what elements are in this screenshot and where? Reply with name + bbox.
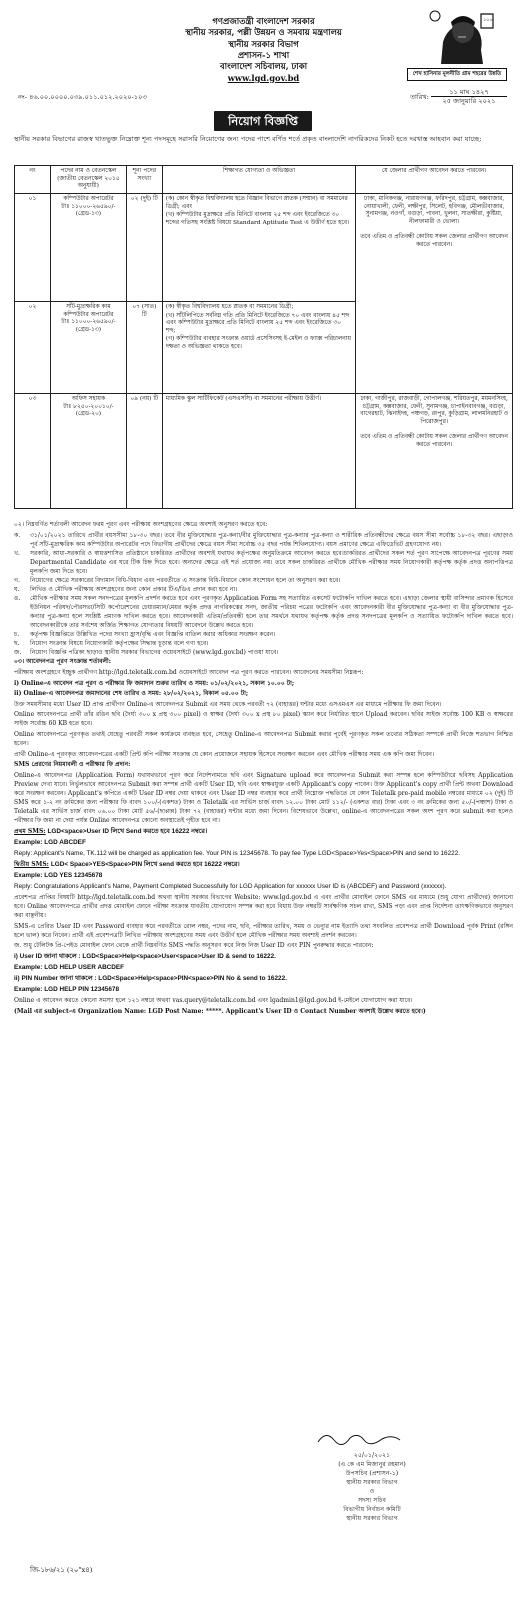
sms2-example: Example: LGD YES 12345678 [14,871,103,879]
recovery-intro: জ. শুধু টেলিটক প্রি-পেইড মোবাইল ফোন থেকে প্রার্থী নিম্নবর্ণিত SMS পদ্ধতি অনুসরণ করে নিজ নিজ User ID এবং PIN পুনরুদ্ধার করতে পারবেন: [14,942,374,950]
signatory-name: (এ কে এম মিজানুর রহমান) [338,1460,406,1468]
date-value [431,88,507,106]
application-kh: Online আবেদনপত্রে প্রার্থী তাঁর রঙিন ছবি (দৈর্ঘ্য ৩০০ x প্রস্থ ৩০০ pixel) ও স্বাক্ষর (দৈর্ঘ্য ৩০০ x প্রস্থ ৮০ pixel) স্ক্যান করে নির্ধারিত স্থানে Upload করবেন। ছবির সাইজ সর্বোচ্চ 100 KB ও স্বাক্ষরের সাইজ সর্বোচ্চ 60 KB হতে হবে। [14,711,513,728]
cell-districts [356,194,513,394]
vacancy-table [14,165,513,509]
cell-post [50,194,126,302]
cell-serial: ০৩ [15,394,51,509]
recovery-pin-example: Example: LGD HELP PIN 12345678 [14,986,120,994]
qualification-item: মাধ্যমিক স্কুল সার্টিফিকেট (এসএসসি) বা সমমানের পরীক্ষায় উত্তীর্ণ। [165,396,321,403]
post-scale: টাঃ ১১০০০-২৬৫৯০/- [61,319,116,326]
intro-paragraph: স্থানীয় সরকার বিভাগের রাজস্ব খাতভুক্ত নিম্নোক্ত শূন্য পদসমূহে সরাসরি নিয়োগের জন্য পদের পাশে বর্ণিত শর্তে প্রকৃত বাংলাদেশি নাগরিকদের নিকট হতে দরখাস্ত আহবান করা যাচ্ছে: [14,135,482,143]
post-name: সাঁট-মুদ্রাক্ষরিক কাম কম্পিউটার অপারেটর [63,304,114,318]
post-scale: টাঃ ১১০০০-২৬৫৯০/- [61,203,116,210]
recovery-pin: ii) PIN Number জানা থাকলে : LGD<Space>Help<space>PIN<space>PIN No & send to 16222. [14,975,287,983]
condition-item [14,576,513,585]
sms1-label: প্রথম SMS: [14,827,46,835]
signatory-line: বিভাগীয় নির্বাচন কমিটি [343,1505,401,1513]
col-header-count: শূন্য পদের সংখ্যা [126,166,162,194]
item-text: কর্তৃপক্ষ বিজ্ঞপ্তিতে উল্লিখিত পদের সংখ্যা হ্রাস/বৃদ্ধি এবং বিজ্ঞপ্তি বাতিল করার অধিকার সংরক্ষণ করেন। [30,631,276,639]
cell-qualification [162,394,356,509]
post-grade: (গ্রেড-১৩) [75,326,102,333]
item-text: নিয়োগ বিজ্ঞপ্তি পত্রিকা ছাড়াও স্থানীয় সরকার বিভাগের ওয়েবসাইটে (www.lgd.gov.bd) পাওয়া যাবে। [30,649,279,657]
date-label: তারিখ: [410,93,429,101]
conditions-body [14,520,513,1018]
col-header-districts: যে জেলার প্রার্থীগণ আবেদন করতে পারবেন। [356,166,513,194]
recovery-user-id-example: Example: LGD HELP USER ABCDEF [14,964,125,972]
recovery-user-id: i) User ID জানা থাকলে : LGD<Space>Help<space>User<space>User ID & send to 16222. [14,953,276,961]
item-key: জ. [14,649,22,657]
condition-item [14,585,513,594]
sms1-text: LGD<space>User ID লিখে Send করতে হবে 16222 নম্বরে। [47,827,208,835]
cell-districts [356,394,513,509]
application-g: Online আবেদনপত্রে পূরণকৃত তথ্যই যেহেতু পরবর্তী সকল কার্যক্রমে ব্যবহৃত হবে, সেহেতু Online-এ আবেদনপত্র Submit করার পূর্বেই পূরণকৃত সকল তথ্যের সঠিকতা সম্পর্কে প্রার্থী নিজে শতভাগ নিশ্চিত হবেন। [14,730,513,747]
header-line: স্থানীয় সরকার, পল্লী উন্নয়ন ও সমবায় মন্ত্রণালয় [185,27,342,38]
sms-paragraph: Online-এ আবেদনপত্র (Application Form) যথাযথভাবে পূরণ করে নির্দেশনামতে ছবি এবং Signature upload করে আবেদনপত্র Submit করা সম্পন্ন হলে কম্পিউটারে ছবিসহ Application Preview দেখা যাবে। নির্ভুলভাবে আবেদনপত্র Submit করা সম্পন্ন প্রার্থী একটি User ID, ছবি এবং স্বাক্ষরযুক্ত একটি Applicant's copy পাবেন। উক্ত Applicant's copy প্রার্থী প্রিন্ট অথবা Download করে সংরক্ষণ করবেন। Applicant's কপিতে একটি User ID নম্বর দেয়া থাকবে এবং User ID নম্বর ব্যবহার করে প্রার্থী নিম্নোক্ত পদ্ধতিতে যে কোন Teletalk pre-paid mobile নম্বরের মাধ্যমে ০২ (দুই) টি SMS করে ১-২ নং ক্রমিকের জন্য পরীক্ষার ফি বাবদ ১০০/-(একশত) টাকা ও Teletalk এর সার্ভিস চার্জ বাবদ ১২.০০ টাকা মোট ১১২/- (একশত বার) টাকা এবং ৩ নং ক্রমিকের জন্য ৫০/-(পঞ্চাশ) টাকা ও Teletalk এর সার্ভিস চার্জ বাবদ ০৬.০০ টাকা মোট ৫৬/-(ছাপ্পান্ন) টাকা ৭২ (বাহাত্তর) ঘন্টার মধ্যে জমা দিবেন। বিশেষভাবে উল্লেখ্য, online-এ আবেদনপত্রের সকল অংশ পূরণ করে submit করা হলেও পরীক্ষার ফি জমা না দেয়া পর্যন্ত Online আবেদনপত্র কোনো অবস্থাতেই গৃহীত হবে না। [14,771,513,824]
signature-date: ২৫/০১/২০২১ [353,1451,391,1459]
cell-serial: ০১ [15,194,51,302]
cell-post [50,302,126,394]
item-key: ঘ. [14,585,20,593]
signatory-line: স্থানীয় সরকার বিভাগ [346,1514,398,1522]
condition-item [14,594,513,630]
qualification-item: (ক) স্বীকৃত বিশ্ববিদ্যালয় হতে স্নাতক বা সমমানের ডিগ্রী; [165,304,294,311]
district-list: ঢাকা, মানিকগঞ্জ, নারায়ণগঞ্জ, ফরিদপুর, চট্টগ্রাম, কক্সবাজার, নোয়াখালী, ফেনী, লক্ষীপুর, সিলেট, হবিগঞ্জ, মৌলভীবাজার, সুনামগঞ্জ, নওগাঁ, বগুড়া, পাবনা, খুলনা, সাতক্ষীরা, কুষ্টিয়া, নীলফামারী ও ভোলা। [363,196,505,225]
header [14,0,513,110]
sms1-example: Example: LGD ABCDEF [14,838,86,846]
header-line: প্রশাসন-১ শাখা [237,50,290,61]
post-name: কম্পিউটার অপারেটর [63,196,114,203]
col-header-serial: নং [15,166,51,194]
item-text: নিয়োগের ক্ষেত্রে সরকারের বিদ্যমান বিধি-বিধান এবং পরবর্তীতে এ সংক্রান্ত বিধি-বিধানে কোন সংশোধন হলে তা অনুসরণ করা হবে। [30,576,341,584]
memo-row [14,90,513,104]
notice-title: নিয়োগ বিজ্ঞপ্তি [214,111,312,131]
item-text: মৌখিক পরীক্ষার সময় সকল সনদপত্রের মূলকপি প্রদর্শন করতে হবে এবং পূরণকৃত Application Form সহ সত্যায়িত একসেট ফটোকপি দাখিল করতে হবে। এছাড়া জেলার স্থায়ী বাসিন্দার প্রমাণক হিসেবে ইউনিয়ন পরিষদ/পৌরসভা/সিটি কর্পোরেশনের চেয়ারম্যান/মেয়র কর্তৃক প্রদত্ত নাগরিকত্বের সনদ, জাতীয় পরিচয় পত্রের ফটোকপি এবং আবেদনকারী বীর মুক্তিযোদ্ধার পুত্র-কন্যা বা বীর মুক্তিযোদ্ধার পুত্র-কন্যার পুত্র-কন্যা হলে সংশ্লিষ্ট প্রমাণক দাখিল করতে হবে। আবেদনকারী এতিম/প্রতিবন্ধী হলে তার সমর্থনে যথাযথ কর্তৃপক্ষ কর্তৃক প্রদত্ত সনদপত্রের মূলকপি ও সত্যায়িত ফটোকপি দাখিল করতে হবে। আবেদনকারীকে তার সর্বশেষ অর্জিত শিক্ষাগত যোগ্যতার বিষয়টি আবেদনে উল্লেখ করতে হবে। [30,595,513,630]
qualification-item: (খ) সাঁটলিপিতে সর্বনিম্ন গতি প্রতি মিনিটে ইংরেজিতে ৭০ এবং বাংলায় ৪৫ শব্দ এবং কম্পিউটার মুদ্রাক্ষরে প্রতি মিনিটে বাংলায় ২৫ শব্দ এবং ইংরেজিতে ৩০ শব্দ; [165,312,350,334]
table-row [15,394,513,509]
signatory-line: সদস্য সচিব [358,1496,386,1504]
header-line: বাংলাদেশ সচিবালয়, ঢাকা [220,61,307,72]
item-text: নিয়োগ সংক্রান্ত বিষয়ে নিয়োগকারী কর্তৃপক্ষের সিদ্ধান্ত চূড়ান্ত বলে গণ্য হবে। [30,640,209,648]
signature-image [312,1428,432,1448]
header-line: গণপ্রজাতন্ত্রী বাংলাদেশ সরকার [212,16,315,26]
condition-item [14,648,513,657]
memo-number: নং- ৪৬.০০.০০০০.০৩৯.০১১.০১২.২০২০-১০৩ [18,93,147,101]
condition-item [14,531,513,549]
cell-count: ০৭ (সাত) টি [126,302,162,394]
header-line: স্থানীয় সরকার বিভাগ [228,38,299,49]
date-bangla: ১১ মাঘ ১৪২৭ [431,88,507,97]
website-link[interactable]: www.lgd.gov.bd [227,72,300,83]
signature-block [277,1428,467,1524]
svg-text:১০০: ১০০ [483,17,493,23]
admit-card-info: প্রবেশপত্র প্রাপ্তির বিষয়টি http://lgd.teletalk.com.bd অথবা স্থানীয় সরকার বিভাগের Website: www.lgd.gov.bd এ এবং প্রার্থীর মোবাইল ফোনে SMS এর মাধ্যমে (শুধু যোগ্য প্রার্থীদের) জানানো হবে। Online আবেদনপত্রে প্রার্থীর প্রদত্ত মোবাইল ফোনে পরীক্ষা সংক্রান্ত যাবতীয় যোগাযোগ সম্পন্ন করা হবে বিধায় উক্ত নম্বরটি সার্বক্ষণিক সচল রাখা, SMS পড়া এবং প্রাপ্ত নির্দেশনা তাৎক্ষণিকভাবে অনুসরণ করা বাঞ্ছনীয়। [14,894,513,920]
contact-info: Online এ আবেদন করতে কোনো সমস্যা হলে ১২১ নম্বরে অথবা vas.query@teletalk.com.bd এবং lgadmin1@lgd.gov.bd ই-মেইলে যোগাযোগ করা যাবে। [14,997,413,1005]
post-grade: (গ্রেড-২০) [75,411,102,418]
table-header-row [15,166,513,194]
application-lead: ০৩। আবেদনপত্র পূরণ সংক্রান্ত শর্তাবলী: [14,658,111,666]
admit-card-download: SMS-এ প্রেরিত User ID এবং Password ব্যবহার করে পরবর্তীতে রোল নম্বর, পদের নাম, ছবি, পরীক্ষার তারিখ, সময় ও ভেন্যুর নাম ইত্যাদি তথ্য সংবলিত প্রবেশপত্র প্রার্থী Download পূর্বক Print (রঙ্গিন হলে ভাল) করে নিবেন। প্রার্থী এই প্রবেশপত্রটি লিখিত পরীক্ষায় অংশগ্রহণের সময় এবং উত্তীর্ণ হলে মৌখিক পরীক্ষার সময় অবশ্যই প্রদর্শন করবেন। [14,922,513,939]
application-start: i) Online-এ আবেদন পত্র পূরণ ও পরীক্ষার ফি জমাদান শুরুর তারিখ ও সময়: ০১/০২/২০২১, সকাল ১০.০০ টা; [14,679,295,687]
item-text: সরকারি, আধা-সরকারি ও স্বায়ত্তশাসিত প্রতিষ্ঠানে চাকরিরত প্রার্থীদের অবশ্যই যথাযথ কর্তৃপক্ষের অনুমতিক্রমে আবেদন করতে হবে।চাকরিরত প্রার্থীদের সকল শর্ত পূরণ সাপেক্ষে আবেদনপত্র পূরণের সময় Departmental Candidate এর ঘরে টিক চিহ্ন দিতে হবে। অন্যদের ক্ষেত্রে এই শর্ত প্রযোজ্য নয়। তবে সকল চাকরিরত প্রার্থীকে মৌখিক পরীক্ষার সময় নিয়োগকারী কর্তৃপক্ষ কর্তৃক প্রদত্ত অনাপত্তিপত্র মূলকপি জমা দিতে হবে। [30,549,513,575]
application-k: পরীক্ষায় অংশগ্রহণে ইচ্ছুক প্রার্থীগণ http://lgd.teletalk.com.bd ওয়েবসাইটে আবেদন পত্র পূরণ করতে পারবেন। আবেদনের সময়সীমা নিম্নরূপ: [14,669,364,676]
item-key: চ. [14,631,20,639]
mujib-borsho-logo [412,6,507,80]
application-end: ii) Online-এ আবেদনপত্র জমাদানের শেষ তারিখ ও সময়: ২৮/০২/২০২১, বিকাল ০৫.০০ টা; [14,690,249,698]
qualification-item: (ক) কোন স্বীকৃত বিশ্ববিদ্যালয় হতে বিজ্ঞান বিভাগে স্নাতক (সম্মান) বা সমমানের ডিগ্রী; এবং [165,196,348,210]
item-key: খ. [14,549,20,557]
col-header-post: পদের নাম ও বেতনস্কেল (জাতীয় বেতনস্কেল ২০১৫ অনুযায়ী) [50,166,126,194]
portrait-image [427,6,497,64]
district-list: ঢাকা, গাজীপুর, রাজবাড়ী, গোপালগঞ্জ, শরিয়তপুর, ময়মনসিংহ, চট্টগ্রাম, কক্সবাজার, ফেনী, সুনামগঞ্জ, চাপাইনবাবগঞ্জ, বগুড়া, বাগেরহাট, ঝিনাইদহ, পঞ্চগড়, রংপুর, কুড়িগ্রাম, লালমনিরহাট ও পিরোজপুর। [360,396,509,425]
quota-note: তবে এতিম ও প্রতিবন্ধী কোটায় সকল জেলার প্রার্থীগণ আবেদন করতে পারবেন। [360,234,508,248]
col-header-qualification: শিক্ষাগত যোগ্যতা ও অভিজ্ঞতা [162,166,356,194]
sms2-line [14,860,513,870]
cell-serial: ০২ [15,302,51,394]
cell-count: ০২ (দুই) টি [126,194,162,302]
condition-item [14,630,513,639]
cell-post [50,394,126,509]
application-gh: প্রার্থী Online-এ পূরণকৃত আবেদনপত্রের একটি প্রিন্ট কপি পরীক্ষা সংক্রান্ত যে কোন প্রয়োজনে সহায়ক হিসেবে সংরক্ষণ করবেন এবং মৌখিক পরীক্ষার সময় এক কপি জমা দিবেন। [14,750,435,758]
table-row [15,194,513,302]
sms2-reply: Reply: Congratulations Applicant's Name, Payment Completed Successfully for LGD Application for xxxxxx User ID is (ABCDEF) and Password (xxxxxx). [14,883,447,891]
sms2-text: LGD< Space>YES<Space>PIN লিখে send করতে হবে 16222 নম্বরে। [50,860,240,868]
sms1-reply: Reply: Applicant's Name, TK.112 will be charged as application fee. Your PIN is 12345678. To pay fee Type LGD<Space>Yes<Space>PIN and send to 16222. [14,849,461,857]
post-name: অফিস সহায়ক [71,396,105,403]
cell-count: ০৯ (নয়) টি [126,394,162,509]
item-key: ছ. [14,640,20,648]
signatory-line: উপসচিব (প্রশাসন-১) [345,1469,399,1477]
condition-item [14,639,513,648]
conditions-lead: ০২। নিম্নবর্ণিত শর্তাবলী আবেদন ফরম পূরণ এবং পরীক্ষায় অংশগ্রহণের ক্ষেত্রে অবশ্যই অনুসরণ করতে হবে: [14,521,268,528]
logo-caption: শেখ হাসিনার মূলনীতি গ্রাম শহরের উন্নতি [407,68,507,81]
cell-qualification [162,302,356,394]
quota-note: তবে এতিম ও প্রতিবন্ধী কোটায় সকল জেলার প্রার্থীগণ আবেদন করতে পারবেন। [360,434,508,448]
sms2-label: দ্বিতীয় SMS: [14,860,49,868]
post-scale: টাঃ ৮২৫০-২০০১০/- [63,403,114,410]
date-english: ২৫ জানুয়ারি ২০২১ [442,97,496,106]
item-key: ঙ. [14,595,21,602]
application-note: উক্ত সময়সীমার মধ্যে User ID প্রাপ্ত প্রার্থীগণ Online-এ আবেদনপত্র Submit এর সময় থেকে পরবর্তী ৭২ (বাহাত্তর) ঘন্টার মধ্যে এসএমএস এর মাধ্যমে পরীক্ষার ফি জমা দিবেন। [14,700,442,708]
item-text: লিখিত ও মৌখিক পরীক্ষায় অংশগ্রহণের জন্য কোন প্রকার টিএ/ডিএ প্রদান করা হবে না। [30,585,238,593]
item-text: ৩১/০১/২০২১ তারিখে প্রার্থীর বয়সসীমা ১৮-৩০ বছর। তবে বীর মুক্তিযোদ্ধার পুত্র-কন্যা/বীর মুক্তিযোদ্ধার পুত্র-কন্যার পুত্র-কন্যা ও শারীরিক প্রতিবন্ধীদের ক্ষেত্রে বয়স সীমা সর্বোচ্চ ১৮-৩২ বছর। এছাড়াও পূর্ব সাঁট-মুদ্রাক্ষরিক কাম কম্পিউটার অপারেটর পদে বিভাগীয় প্রার্থীদের ক্ষেত্রে বয়স সীমা সর্বোচ্চ ৩৫ বছর পর্যন্ত শিথিলযোগ্য। বয়স প্রমাণের ক্ষেত্রে এফিডেভিট গ্রহণযোগ্য নয়। [30,531,513,548]
item-key: ক. [14,531,21,539]
qualification-item: (গ) কম্পিউটার ব্যবহার সংক্রান্ত ওয়ার্ড প্রসেসিংসহ ই-মেইল ও ফ্যাক্স পরিচালনায় দক্ষতা ও অভিজ্ঞতা থাকতে হবে। [165,336,351,350]
signatory-line: স্থানীয় সরকার বিভাগ [346,1478,398,1486]
item-key: গ. [14,576,20,584]
condition-item [14,549,513,576]
cell-qualification [162,194,356,302]
sms-rules-heading: SMS প্রেরণের নিয়মাবলী ও পরীক্ষার ফি প্রদান: [14,761,131,769]
sms1-line [14,827,513,837]
post-grade: (গ্রেড-১৩) [75,211,102,218]
footer-code: জি-১৮৬/২১ (২০"x৪) [30,1566,93,1574]
signatory-line: ও [369,1487,375,1495]
mail-note: (Mail এর subject-এ Organization Name: LGD Post Name: *****. Applicant's User ID ও Contact Number অবশ্যই উল্লেখ করতে হবে।) [14,1008,426,1016]
qualification-item: (খ) কম্পিউটার মুদ্রাক্ষরে প্রতি মিনিটে বাংলায় ২৫ শব্দ এবং ইংরেজিতে ৩০ শব্দের গতিসহ সংশ্লিষ্ট বিষয়ে Standard Aptitude Test এ উত্তীর্ণ হতে হবে। [165,212,350,226]
